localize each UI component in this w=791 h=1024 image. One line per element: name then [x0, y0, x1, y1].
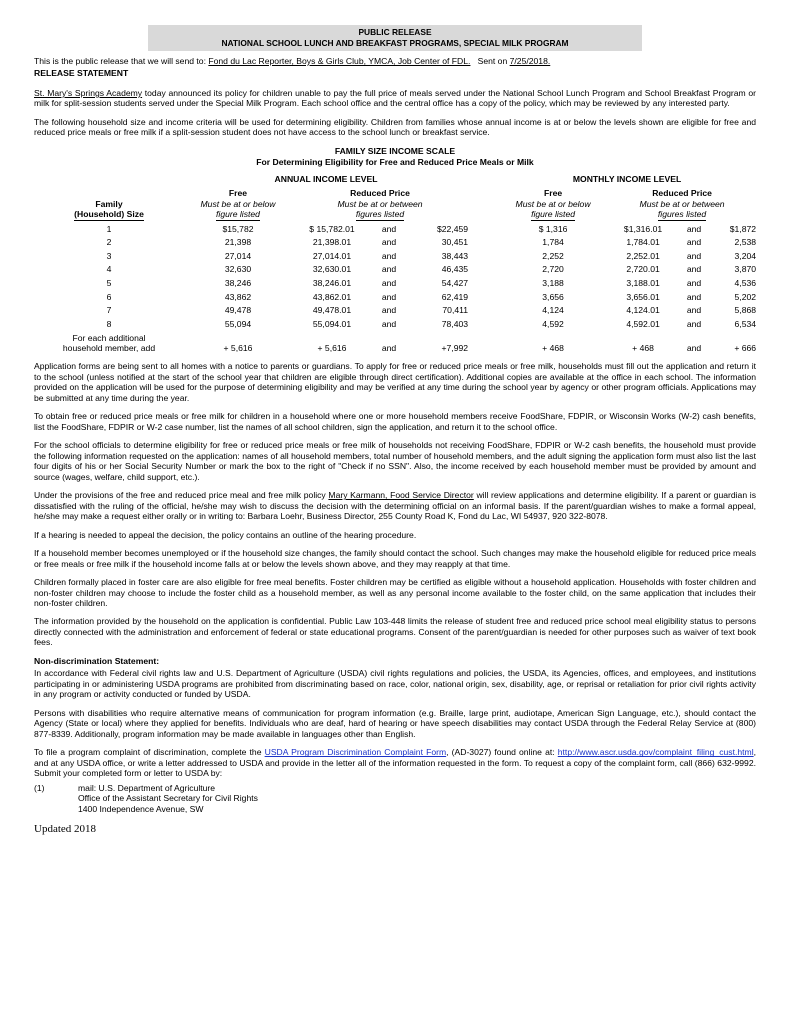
annual-and-cell: and: [381, 237, 397, 248]
monthly-and-cell: and: [686, 278, 702, 289]
monthly-and-cell: and: [686, 305, 702, 316]
income-scale-row: [34, 234, 756, 248]
note-line: Must be at or between: [639, 198, 725, 209]
paragraph-foodshare: To obtain free or reduced price meals or free milk for children in a household where one or more household members receive FoodShare, FDPIR, or Wisconsin Works (W-2) cash benefits, list the FoodShare, FDPIR or W-2 case number, list the names of all school children, sign the application, and return it to the school office.: [34, 411, 756, 432]
release-recipients-line: [34, 56, 756, 66]
release-recipients: Fond du Lac Reporter, Boys & Girls Club, YMCA, Job Center of FDL.: [208, 56, 471, 66]
family-size-heading: [34, 199, 184, 221]
annual-free-note: [184, 199, 292, 221]
paragraph-policy-text: today announced its policy for children unable to pay the full price of meals served under the National School Lunch Program and School Breakfast Program or milk for split-session students served under the Special Milk Program. Each school office and the central office has a copy of the policy, which may be reviewed by any interested party.: [34, 87, 756, 109]
annual-and-cell: and: [381, 264, 397, 275]
income-scale-row: [34, 248, 756, 262]
annual-reduced-low-cell: 49,478.01: [312, 305, 352, 316]
income-scale-row: [34, 289, 756, 303]
household-size-cell: 2: [106, 237, 112, 248]
monthly-reduced-note: [608, 199, 756, 221]
note-line: Must be at or below: [515, 198, 591, 209]
monthly-reduced-high-cell: 5,868: [734, 305, 757, 316]
monthly-reduced-high-cell: 3,204: [734, 250, 757, 261]
note-line: figure listed: [531, 208, 576, 219]
monthly-free-cell: 2,252: [542, 250, 564, 261]
monthly-and-cell: and: [686, 264, 702, 275]
monthly-reduced-low-cell: 2,252.01: [626, 250, 660, 261]
determining-official: Mary Karmann, Food Service Director: [328, 490, 474, 501]
statement-title: RELEASE STATEMENT: [34, 68, 129, 79]
document-page: [34, 25, 756, 837]
monthly-reduced-high-cell: 2,538: [734, 237, 757, 248]
note-line: figure listed: [216, 208, 260, 219]
monthly-reduced-low-cell: $1,316.01: [623, 223, 663, 234]
monthly-reduced-low-cell: 2,720.01: [626, 264, 660, 275]
note-line: figures listed: [355, 208, 405, 219]
monthly-free-cell: 4,124: [542, 305, 564, 316]
monthly-reduced-low-cell: 3,188.01: [626, 278, 660, 289]
monthly-free-heading: Free: [543, 188, 563, 199]
monthly-free-cell: 4,592: [542, 318, 564, 329]
income-scale-heading: FAMILY SIZE INCOME SCALE: [334, 145, 456, 156]
monthly-reduced-low-cell: 1,784.01: [626, 237, 660, 248]
income-scale-row: [34, 316, 756, 330]
monthly-and-cell: and: [686, 223, 702, 234]
note-line: Must be at or below: [200, 198, 276, 209]
additional-line-2: household member, add: [62, 342, 156, 353]
header-line-1: PUBLIC RELEASE: [358, 27, 432, 37]
income-scale-row: [34, 261, 756, 275]
income-scale-row: [34, 221, 756, 235]
complaint-form-link[interactable]: USDA Program Discrimination Complaint Form: [264, 747, 447, 758]
additional-annual-free: + 5,616: [223, 342, 253, 353]
annual-reduced-heading: Reduced Price: [350, 188, 410, 199]
monthly-reduced-high-cell: 4,536: [734, 278, 757, 289]
household-size-cell: 3: [106, 250, 112, 261]
annual-reduced-high-cell: 46,435: [441, 264, 469, 275]
paragraph-policy: [34, 88, 756, 109]
annual-reduced-low-cell: $ 15,782.01: [309, 223, 355, 234]
complaint-text-mid: , (AD-3027) found online at:: [446, 747, 558, 758]
mail-line-2: Office of the Assistant Secretary for Civil Rights: [78, 793, 258, 804]
income-scale-row: [34, 275, 756, 289]
sent-date: 7/25/2018.: [509, 56, 551, 66]
complaint-url-link[interactable]: http://www.ascr.usda.gov/complaint_filing_cust.html: [557, 747, 754, 758]
note-line: Must be at or between: [337, 198, 423, 209]
additional-annual-and: and: [381, 342, 397, 353]
monthly-free-cell: 2,720: [542, 264, 564, 275]
monthly-reduced-high-cell: 6,534: [734, 318, 757, 329]
annual-and-cell: and: [381, 318, 397, 329]
monthly-free-note: [498, 199, 608, 221]
additional-annual-reduced-low: + 5,616: [317, 342, 347, 353]
annual-and-cell: and: [381, 291, 397, 302]
annual-free-cell: 38,246: [224, 278, 252, 289]
additional-annual-reduced-high: +7,992: [441, 342, 469, 353]
paragraph-applications: Application forms are being sent to all homes with a notice to parents or guardians. To apply for free or reduced price meals or free milk, households must fill out the application and return it to the school (unless notified at the start of the school year that children are eligible through direct certification). Additional copies are available at the office in each school. The information provided on the application will be used for the purpose of determining eligibility and may be verified at any time during the school year by agency or other program officials. Applications may be submitted at any time during the year.: [34, 361, 756, 403]
release-header: [148, 25, 642, 51]
school-name: St. Mary's Springs Academy: [34, 87, 143, 98]
annual-free-cell: $15,782: [222, 223, 254, 234]
annual-and-cell: and: [381, 250, 397, 261]
paragraph-determination: For the school officials to determine eligibility for free or reduced price meals or free milk of households not receiving FoodShare, FDPIR or W-2 cash benefits, the household must provide the following information requested on the application: names of all household members, total number of household members, and the adult signing the application form must also list the last four digits of his or her Social Security Number or mark the box to the right of "Check if no SSN". Also, the income received by each household member must be provided by amount and source (wages, welfare, child support, etc.).: [34, 440, 756, 482]
income-scale-table: [34, 171, 756, 353]
monthly-reduced-heading: Reduced Price: [652, 188, 712, 199]
annual-reduced-low-cell: 32,630.01: [312, 264, 352, 275]
monthly-reduced-low-cell: 4,592.01: [626, 318, 660, 329]
complaint-text-pre: To file a program complaint of discrimination, complete the: [34, 747, 265, 758]
monthly-income-heading: MONTHLY INCOME LEVEL: [572, 174, 682, 185]
paragraph-foster-care: Children formally placed in foster care are also eligible for free meal benefits. Foster children may be certified as eligible without a household application. Households with foster children and non-foster children may choose to include the foster child as a household member, as well as any personal income available to the foster child, on the same application that includes their non-foster children.: [34, 577, 756, 608]
household-size-cell: 8: [106, 318, 112, 329]
annual-and-cell: and: [381, 278, 397, 289]
nondiscrimination-paragraph-1: In accordance with Federal civil rights law and U.S. Department of Agriculture (USDA) civil rights regulations and policies, the USDA, its Agencies, offices, and employees, and institutions participating in or administering USDA programs are prohibited from discriminating based on race, color, national origin, sex, disability, age, or reprisal or retaliation for prior civil rights activity in any program or activity conducted or funded by USDA.: [34, 668, 756, 700]
annual-reduced-low-cell: 55,094.01: [312, 318, 352, 329]
nondiscrimination-paragraph-2: Persons with disabilities who require alternative means of communication for program information (e.g. Braille, large print, audiotape, American Sign Language, etc.), should contact the Agency (State or local) where they applied for benefits. Individuals who are deaf, hard of hearing or have speech disabilities may contact USDA through the Federal Relay Service at (800) 877-8339. Additionally, program information may be made available in languages other than English.: [34, 707, 756, 739]
monthly-reduced-high-cell: 5,202: [734, 291, 757, 302]
paragraph-hearing: If a hearing is needed to appeal the decision, the policy contains an outline of the hearing procedure.: [34, 529, 417, 540]
release-prefix: This is the public release that we will send to:: [34, 56, 206, 66]
annual-reduced-high-cell: 78,403: [441, 318, 469, 329]
annual-reduced-high-cell: 54,427: [441, 278, 469, 289]
family-label: Family: [95, 198, 123, 209]
additional-line-1: For each additional: [72, 332, 146, 343]
income-scale-subheading: For Determining Eligibility for Free and Reduced Price Meals or Milk: [256, 156, 534, 167]
household-size-cell: 5: [106, 278, 112, 289]
additional-monthly-reduced-low: + 468: [632, 342, 654, 353]
household-size-cell: 4: [106, 264, 112, 275]
annual-income-heading: ANNUAL INCOME LEVEL: [274, 174, 378, 185]
complaint-text-post: , and at any USDA office, or write a letter addressed to USDA and provide in the letter all of the information requested in the form. To request a copy of the complaint form, call (866) 632-9992. Submit your completed form or letter to USDA by:: [34, 747, 756, 779]
nondiscrimination-paragraph-3: [34, 747, 756, 778]
annual-reduced-low-cell: 43,862.01: [312, 291, 352, 302]
annual-reduced-high-cell: 38,443: [441, 250, 469, 261]
monthly-free-cell: 3,188: [542, 278, 564, 289]
sent-label: Sent on: [477, 56, 508, 66]
monthly-free-cell: 3,656: [542, 291, 564, 302]
annual-reduced-note: [292, 199, 468, 221]
household-size-cell: 6: [106, 291, 112, 302]
annual-free-cell: 49,478: [224, 305, 252, 316]
monthly-and-cell: and: [686, 318, 702, 329]
monthly-reduced-low-cell: 4,124.01: [626, 305, 660, 316]
additional-monthly-and: and: [686, 342, 702, 353]
monthly-reduced-high-cell: $1,872: [729, 223, 757, 234]
income-scale-row: [34, 302, 756, 316]
annual-and-cell: and: [381, 223, 397, 234]
annual-free-cell: 32,630: [224, 264, 252, 275]
updated-footer: Updated 2018: [34, 823, 97, 836]
annual-free-cell: 55,094: [224, 318, 252, 329]
annual-free-heading: Free: [228, 188, 248, 199]
household-size-cell: 1: [106, 223, 112, 234]
note-line: figures listed: [657, 208, 707, 219]
annual-free-cell: 43,862: [224, 291, 252, 302]
paragraph-appeal: [34, 490, 756, 521]
annual-reduced-low-cell: 21,398.01: [312, 237, 352, 248]
mail-address-block: [34, 783, 756, 814]
mail-address: [78, 783, 258, 814]
annual-reduced-low-cell: 38,246.01: [312, 278, 352, 289]
paragraph-household-change: If a household member becomes unemployed or if the household size changes, the family should contact the school. Such changes may make the household eligible for reduced price meals or free meals or free milk if the household income falls at or below the levels shown above, and they may reapply at that time.: [34, 548, 756, 569]
income-scale-title: [34, 146, 756, 167]
annual-reduced-high-cell: 70,411: [442, 305, 469, 316]
monthly-and-cell: and: [686, 237, 702, 248]
annual-and-cell: and: [381, 305, 397, 316]
paragraph-confidential: The information provided by the household on the application is confidential. Public Law 103-448 limits the release of student free and reduced price school meal eligibility status to persons directly connected with the administration and enforcement of federal or state educational programs. Consent of the parent/guardian is needed for other purposes such as waiver of text book fees.: [34, 616, 756, 648]
additional-monthly-free: + 468: [542, 342, 564, 353]
household-size-label: (Household) Size: [74, 209, 144, 220]
annual-free-cell: 27,014: [224, 250, 252, 261]
annual-free-cell: 21,398: [224, 237, 252, 248]
monthly-and-cell: and: [686, 291, 702, 302]
income-scale-rows: [34, 221, 756, 330]
additional-member-label: [34, 329, 184, 353]
household-size-cell: 7: [106, 305, 112, 316]
annual-reduced-high-cell: 62,419: [441, 291, 469, 302]
annual-reduced-high-cell: $22,459: [436, 223, 469, 234]
monthly-free-cell: $ 1,316: [538, 223, 568, 234]
additional-monthly-reduced-high: + 666: [734, 342, 757, 353]
mail-item-number: (1): [34, 782, 45, 793]
monthly-reduced-low-cell: 3,656.01: [626, 291, 660, 302]
annual-reduced-high-cell: 30,451: [441, 237, 469, 248]
annual-reduced-low-cell: 27,014.01: [312, 250, 352, 261]
mail-line-1: mail: U.S. Department of Agriculture: [78, 782, 216, 793]
nondiscrimination-title: Non-discrimination Statement:: [34, 655, 160, 666]
appeal-text-pre: Under the provisions of the free and reduced price meal and free milk policy: [34, 490, 329, 501]
monthly-reduced-high-cell: 3,870: [734, 264, 757, 275]
paragraph-criteria: The following household size and income criteria will be used for determining eligibility. Children from families whose annual income is at or below the levels shown are eligible for free and reduced price meals or free milk if a split-session student does not have access to the school lunch or breakfast service.: [34, 116, 756, 138]
monthly-free-cell: 1,784: [542, 237, 564, 248]
mail-line-3: 1400 Independence Avenue, SW: [78, 803, 204, 814]
monthly-and-cell: and: [686, 250, 702, 261]
appeal-text-post: will review applications and determine eligibility. If a parent or guardian is dissatisfied with the ruling of the official, he/she may wish to discuss the decision with the determining official on an informal basis. If the parent/guardian wishes to make a formal appeal, he/she may make a request either orally or in writing to: Barbara Loehr, Business Director, 255 County Road K, Fond du Lac, WI 54937, 920 322-8078.: [34, 490, 756, 522]
header-line-2: NATIONAL SCHOOL LUNCH AND BREAKFAST PROGRAMS, SPECIAL MILK PROGRAM: [221, 37, 569, 48]
